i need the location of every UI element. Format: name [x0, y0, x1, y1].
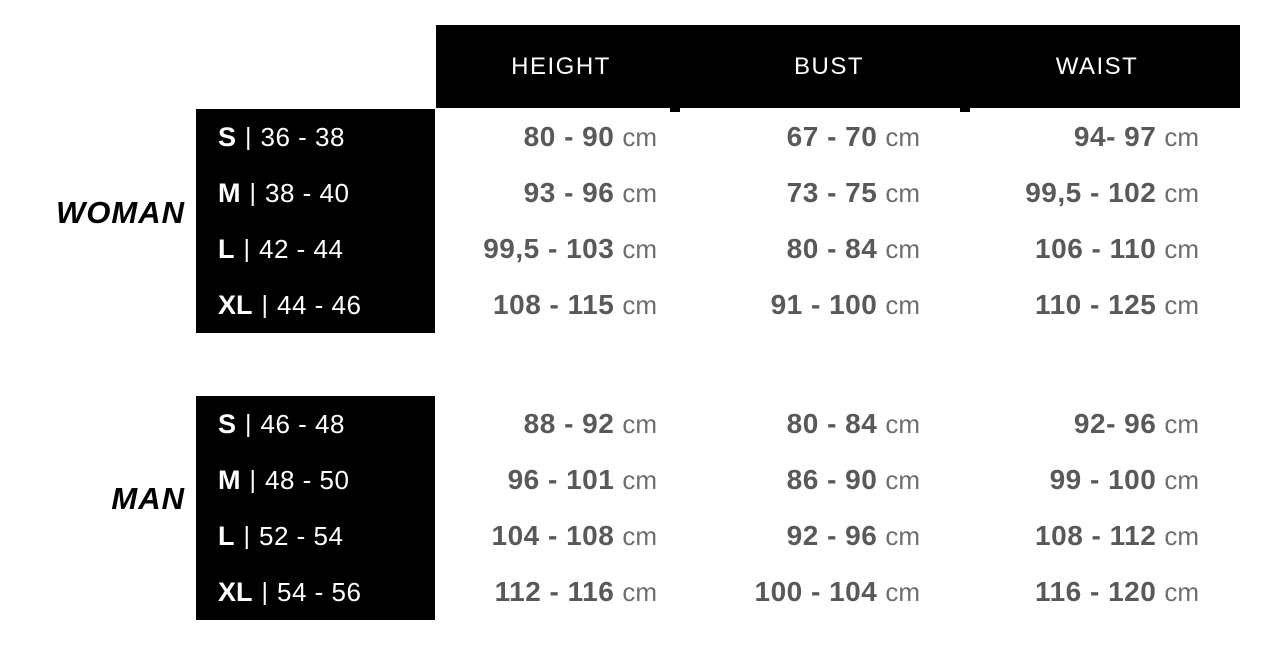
man-section	[196, 396, 1240, 620]
size-separator: |	[243, 521, 250, 550]
size-cell	[196, 508, 435, 564]
unit-label: cm	[885, 234, 920, 264]
size-separator: |	[249, 178, 256, 207]
waist-value: 94- 97	[1073, 121, 1157, 152]
bust-value: 67 - 70	[786, 121, 878, 152]
size-separator: |	[261, 577, 269, 606]
waist-value: 92- 96	[1073, 408, 1157, 439]
size-row	[196, 277, 1240, 333]
unit-label: cm	[622, 122, 657, 152]
waist-cell	[968, 408, 1240, 440]
size-range: 44 - 46	[277, 289, 362, 320]
unit-label: cm	[885, 577, 920, 607]
bust-value: 86 - 90	[786, 464, 878, 495]
section-label-man: MAN	[111, 481, 185, 516]
size-range: 52 - 54	[259, 520, 344, 551]
height-cell	[435, 408, 700, 440]
unit-label: cm	[622, 234, 657, 264]
unit-label: cm	[1164, 409, 1199, 439]
waist-cell	[968, 289, 1240, 321]
unit-label: cm	[885, 290, 920, 320]
unit-label: cm	[885, 521, 920, 551]
size-cell	[196, 564, 435, 620]
size-separator: |	[245, 409, 252, 438]
unit-label: cm	[622, 178, 657, 208]
height-value: 93 - 96	[523, 177, 615, 208]
bust-value: 100 - 104	[754, 576, 878, 607]
size-row	[196, 508, 1240, 564]
size-row	[196, 564, 1240, 620]
size-row	[196, 452, 1240, 508]
bust-value: 91 - 100	[770, 289, 878, 320]
waist-cell	[968, 464, 1240, 496]
height-value: 108 - 115	[493, 289, 615, 320]
size-row	[196, 165, 1240, 221]
height-cell	[435, 520, 700, 552]
size-cell	[196, 396, 435, 452]
height-cell	[435, 464, 700, 496]
bust-cell	[700, 576, 968, 608]
size-separator: |	[261, 290, 269, 319]
height-value: 96 - 101	[507, 464, 615, 495]
size-letter: XL	[218, 289, 253, 320]
bust-value: 92 - 96	[786, 520, 878, 551]
unit-label: cm	[622, 521, 657, 551]
height-value: 88 - 92	[523, 408, 615, 439]
unit-label: cm	[622, 409, 657, 439]
unit-label: cm	[622, 290, 657, 320]
size-range: 54 - 56	[277, 576, 362, 607]
size-letter: S	[218, 121, 237, 152]
unit-label: cm	[1164, 290, 1199, 320]
size-cell	[196, 452, 435, 508]
waist-cell	[968, 576, 1240, 608]
size-range: 48 - 50	[265, 464, 350, 495]
waist-value: 106 - 110	[1035, 233, 1157, 264]
unit-label: cm	[1164, 122, 1199, 152]
bust-cell	[700, 289, 968, 321]
waist-cell	[968, 121, 1240, 153]
waist-value: 99,5 - 102	[1025, 177, 1157, 208]
bust-cell	[700, 177, 968, 209]
waist-value: 108 - 112	[1035, 520, 1157, 551]
unit-label: cm	[885, 409, 920, 439]
size-separator: |	[249, 465, 256, 494]
waist-cell	[968, 233, 1240, 265]
size-row	[196, 109, 1240, 165]
waist-cell	[968, 520, 1240, 552]
column-header-bust: BUST	[793, 52, 864, 80]
bust-cell	[700, 408, 968, 440]
waist-cell	[968, 177, 1240, 209]
size-range: 38 - 40	[265, 177, 350, 208]
size-letter: M	[218, 177, 241, 208]
height-cell	[435, 233, 700, 265]
height-value: 104 - 108	[491, 520, 615, 551]
bust-value: 73 - 75	[786, 177, 878, 208]
waist-value: 116 - 120	[1035, 576, 1157, 607]
height-cell	[435, 121, 700, 153]
size-row	[196, 396, 1240, 452]
size-cell	[196, 221, 435, 277]
unit-label: cm	[622, 577, 657, 607]
size-range: 46 - 48	[260, 408, 345, 439]
bust-cell	[700, 233, 968, 265]
bust-value: 80 - 84	[786, 233, 878, 264]
bust-cell	[700, 520, 968, 552]
unit-label: cm	[1164, 234, 1199, 264]
size-letter: L	[218, 520, 235, 551]
unit-label: cm	[885, 122, 920, 152]
size-letter: M	[218, 464, 241, 495]
column-header-waist: WAIST	[1055, 52, 1139, 80]
table-header	[436, 25, 1240, 108]
size-row	[196, 221, 1240, 277]
size-separator: |	[243, 234, 250, 263]
column-header-height: HEIGHT	[511, 52, 611, 80]
height-value: 112 - 116	[494, 576, 615, 607]
size-letter: L	[218, 233, 235, 264]
size-range: 36 - 38	[260, 121, 345, 152]
unit-label: cm	[1164, 521, 1199, 551]
waist-value: 99 - 100	[1049, 464, 1157, 495]
unit-label: cm	[1164, 178, 1199, 208]
unit-label: cm	[885, 178, 920, 208]
size-cell	[196, 277, 435, 333]
bust-value: 80 - 84	[786, 408, 878, 439]
size-letter: S	[218, 408, 237, 439]
size-range: 42 - 44	[259, 233, 344, 264]
bust-cell	[700, 121, 968, 153]
height-value: 99,5 - 103	[483, 233, 615, 264]
waist-value: 110 - 125	[1035, 289, 1157, 320]
bust-cell	[700, 464, 968, 496]
height-value: 80 - 90	[523, 121, 615, 152]
size-cell	[196, 165, 435, 221]
unit-label: cm	[1164, 465, 1199, 495]
height-cell	[435, 289, 700, 321]
unit-label: cm	[885, 465, 920, 495]
size-letter: XL	[218, 576, 253, 607]
size-separator: |	[245, 122, 252, 151]
section-label-woman: WOMAN	[56, 195, 185, 230]
unit-label: cm	[622, 465, 657, 495]
woman-section	[196, 109, 1240, 333]
unit-label: cm	[1164, 577, 1199, 607]
height-cell	[435, 576, 700, 608]
size-cell	[196, 109, 435, 165]
height-cell	[435, 177, 700, 209]
